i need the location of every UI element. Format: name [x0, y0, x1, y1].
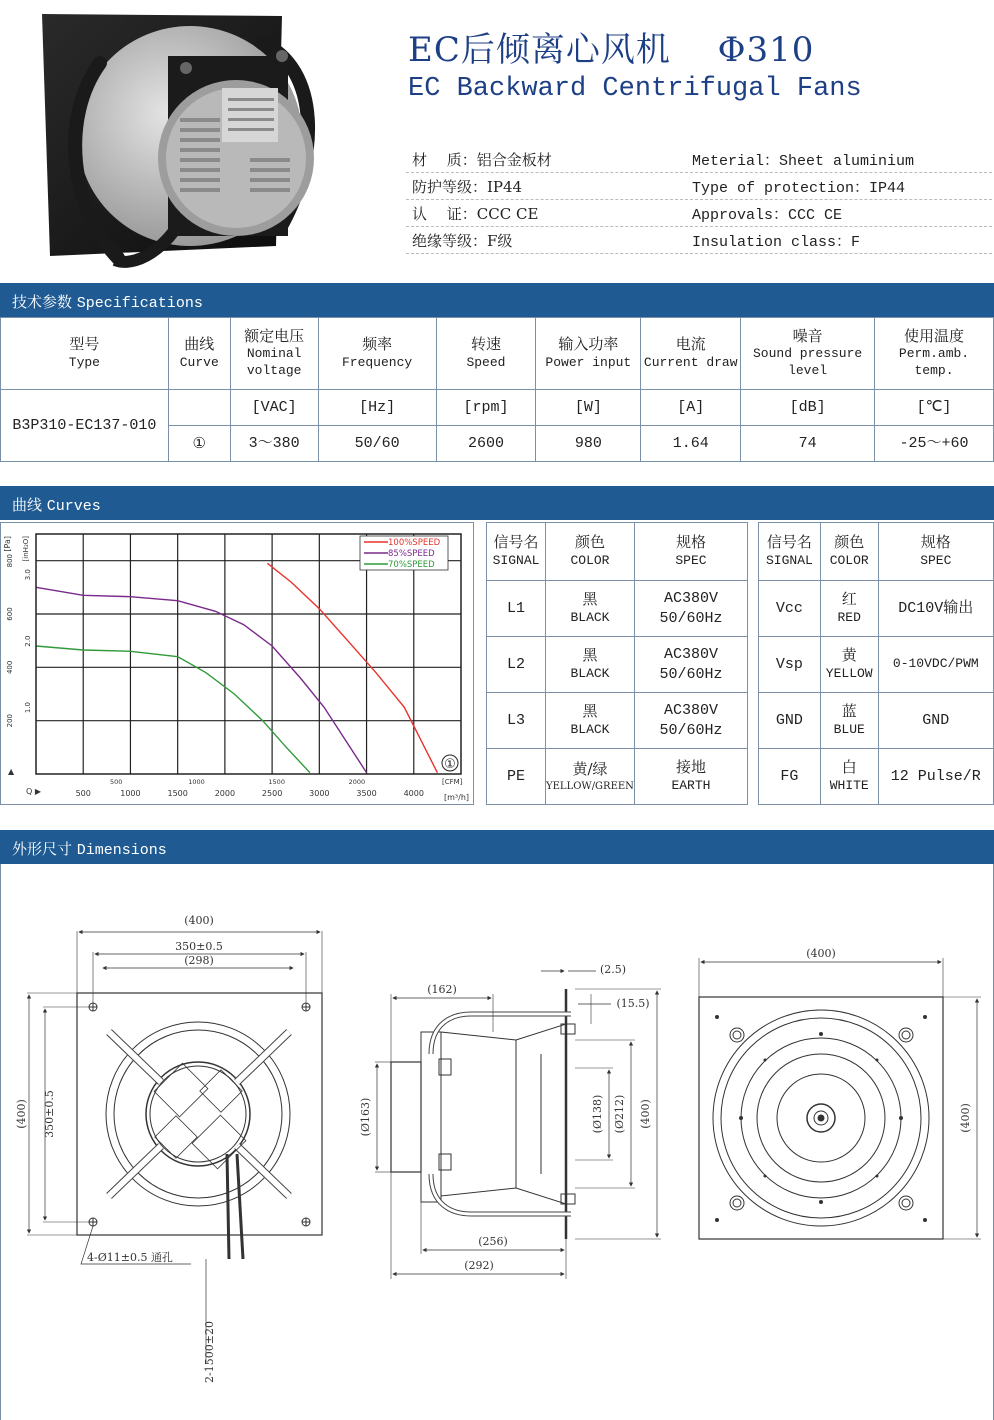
cfm-tick-label: 1500 — [268, 778, 285, 786]
value-cell: -25～+60 — [875, 426, 994, 462]
property-en: Insulation class：F — [692, 234, 861, 251]
spec-unit-row — [1, 390, 994, 426]
dim-side-400: (400) — [639, 1099, 652, 1129]
dim-front-width: (400) — [184, 914, 214, 927]
unit-empty — [168, 390, 230, 426]
property-en: Approvals：CCC CE — [692, 207, 843, 224]
header-frequency: 频率 Frequency — [318, 318, 436, 390]
signal-color: 白 WHITE — [820, 749, 878, 805]
signal-color: 蓝 BLUE — [820, 693, 878, 749]
dim-side-d212: (Ø212) — [613, 1094, 626, 1134]
property-insulation — [406, 227, 992, 254]
signal-color: 黄 YELLOW — [820, 637, 878, 693]
x-tick-label: 1500 — [167, 789, 188, 798]
signal-row — [487, 749, 748, 805]
dim-side-162: (162) — [427, 983, 457, 996]
y-tick-pa: 400 — [6, 660, 14, 675]
product-photo — [30, 8, 360, 276]
signal-color: 黑 BLACK — [546, 581, 635, 637]
header-type: 型号 Type — [1, 318, 169, 390]
signal-row — [759, 693, 994, 749]
dim-front-cable: 2-1500±20 — [203, 1321, 216, 1383]
x-tick-label: 2000 — [214, 789, 236, 798]
header-temperature: 使用温度 Perm.amb. temp. — [875, 318, 994, 390]
dim-front-holes: 4-Ø11±0.5 通孔 — [87, 1251, 173, 1264]
back-view-drawing — [699, 958, 981, 1239]
property-en: Meterial：Sheet aluminium — [692, 153, 915, 170]
signal-spec: DC10V输出 — [878, 581, 993, 637]
y-unit-pa: [Pa] — [3, 536, 12, 552]
signal-name: Vsp — [759, 637, 821, 693]
x-tick-label: 3500 — [356, 789, 377, 798]
signal-name: L1 — [487, 581, 546, 637]
signal-spec: AC380V 50/60Hz — [634, 581, 747, 637]
signal-color: 黑 BLACK — [546, 693, 635, 749]
dim-side-15-5: (15.5) — [616, 997, 650, 1010]
signal-table-power — [486, 522, 748, 805]
y-tick-inh2o: 3.0 — [24, 569, 32, 581]
unit-cell: [rpm] — [436, 390, 536, 426]
value-cell: 980 — [536, 426, 641, 462]
x-tick-label: 4000 — [403, 789, 424, 798]
property-cn: 材 质：铝合金板材 — [412, 151, 552, 169]
header-signal: 信号名 SIGNAL — [759, 523, 821, 581]
unit-cell: [dB] — [741, 390, 875, 426]
property-cn: 认 证：CCC CE — [412, 205, 539, 223]
x-tick-label: 3000 — [309, 789, 330, 798]
signal-row — [759, 749, 994, 805]
section-title-en: Specifications — [76, 295, 203, 312]
y-tick-pa: 200 — [6, 713, 14, 728]
signal-spec: 接地 EARTH — [634, 749, 747, 805]
front-view-drawing — [27, 931, 322, 1364]
header-color: 颜色 COLOR — [546, 523, 635, 581]
signal-row — [487, 581, 748, 637]
value-cell: 50/60 — [318, 426, 436, 462]
unit-cell: [W] — [536, 390, 641, 426]
chart-legend — [360, 536, 448, 570]
spec-header-row — [1, 318, 994, 390]
dim-side-d138: (Ø138) — [591, 1094, 604, 1134]
legend-label-85: 85%SPEED — [388, 549, 435, 559]
dim-back-height: (400) — [959, 1103, 972, 1133]
dim-front-hole-pitch-v: 350±0.5 — [43, 1090, 56, 1138]
legend-label-70: 70%SPEED — [388, 560, 435, 570]
header-current: 电流 Current draw — [641, 318, 741, 390]
dim-front-hole-pitch: 350±0.5 — [175, 940, 223, 953]
signal-name: L2 — [487, 637, 546, 693]
signal-row — [759, 581, 994, 637]
signal-spec: 12 Pulse/R — [878, 749, 993, 805]
signal-color: 黑 BLACK — [546, 637, 635, 693]
curve-cell: ① — [168, 426, 230, 462]
header-spec: 规格 SPEC — [634, 523, 747, 581]
y-tick-inh2o: 1.0 — [24, 702, 32, 714]
property-cn: 防护等级：IP44 — [412, 178, 523, 196]
y-unit-inh2o: [inH₂O] — [22, 536, 30, 562]
value-cell: 74 — [741, 426, 875, 462]
x-tick-label: 500 — [75, 789, 91, 798]
signal-table-control — [758, 522, 994, 805]
performance-chart — [0, 522, 474, 805]
property-cn: 绝缘等级：F级 — [412, 232, 513, 250]
section-title-cn: 技术参数 — [12, 293, 73, 311]
header-power: 输入功率 Power input — [536, 318, 641, 390]
value-cell: 1.64 — [641, 426, 741, 462]
header-spec: 规格 SPEC — [878, 523, 993, 581]
section-title-cn: 曲线 — [12, 496, 43, 514]
signal-row — [759, 637, 994, 693]
cfm-tick-label: 2000 — [348, 778, 366, 786]
header-color: 颜色 COLOR — [820, 523, 878, 581]
signal-spec: AC380V 50/60Hz — [634, 637, 747, 693]
header-noise: 噪音 Sound pressure level — [741, 318, 875, 390]
signal-name: GND — [759, 693, 821, 749]
header-signal: 信号名 SIGNAL — [487, 523, 546, 581]
dim-front-height: (400) — [15, 1099, 28, 1129]
section-bar-specifications — [0, 283, 994, 317]
property-approvals — [406, 200, 992, 227]
y-tick-inh2o: 2.0 — [24, 635, 32, 647]
section-bar-curves — [0, 486, 994, 520]
unit-cell: [℃] — [875, 390, 994, 426]
signal-color: 红 RED — [820, 581, 878, 637]
cfm-unit: [CFM] — [442, 778, 463, 786]
property-en: Type of protection：IP44 — [692, 180, 906, 197]
dim-front-inner: (298) — [184, 954, 214, 967]
signal-color: 黄/绿 YELLOW/GREEN — [546, 749, 635, 805]
unit-cell: [Hz] — [318, 390, 436, 426]
cfm-tick-label: 1000 — [188, 778, 205, 786]
x-tick-label: 2500 — [261, 789, 283, 798]
unit-cell: [VAC] — [230, 390, 318, 426]
signal-spec: GND — [878, 693, 993, 749]
q-label: Q ▶ — [26, 787, 41, 796]
signal-name: FG — [759, 749, 821, 805]
value-cell: 3～380 — [230, 426, 318, 462]
signal-row — [487, 637, 748, 693]
signal-spec: AC380V 50/60Hz — [634, 693, 747, 749]
y-arrow: ▲ — [8, 767, 15, 776]
signal-name: L3 — [487, 693, 546, 749]
title-chinese: EC后倾离心风机 Φ310 — [408, 30, 815, 70]
y-tick-pa: 800 — [6, 553, 14, 568]
section-bar-dimensions — [0, 830, 994, 864]
y-tick-pa: 600 — [6, 607, 14, 621]
signal-name: Vcc — [759, 581, 821, 637]
value-cell: 2600 — [436, 426, 536, 462]
section-title-en: Dimensions — [76, 842, 167, 859]
property-material — [406, 146, 992, 173]
signal-header-row — [487, 523, 748, 581]
section-title-cn: 外形尺寸 — [12, 840, 73, 858]
dim-side-256: (256) — [478, 1235, 508, 1248]
header-voltage: 额定电压 Nominal voltage — [230, 318, 318, 390]
x-tick-label: 1000 — [120, 789, 141, 798]
dim-back-width: (400) — [806, 947, 836, 960]
property-protection — [406, 173, 992, 200]
legend-label-100: 100%SPEED — [388, 538, 441, 548]
specifications-table — [0, 317, 994, 462]
model-cell: B3P310-EC137-010 — [1, 390, 169, 462]
x-unit: [m³/h] — [444, 793, 470, 802]
title-english: EC Backward Centrifugal Fans — [408, 74, 862, 104]
curve-marker: ① — [444, 757, 456, 772]
header-speed: 转速 Speed — [436, 318, 536, 390]
signal-name: PE — [487, 749, 546, 805]
dimension-drawings — [0, 864, 994, 1420]
signal-header-row — [759, 523, 994, 581]
section-title-en: Curves — [46, 498, 101, 515]
header-curve: 曲线 Curve — [168, 318, 230, 390]
cfm-tick-label: 500 — [110, 778, 123, 786]
unit-cell: [A] — [641, 390, 741, 426]
dim-side-d163: (Ø163) — [359, 1097, 372, 1137]
dim-side-292: (292) — [464, 1259, 494, 1272]
dim-side-2-5: (2.5) — [599, 963, 627, 976]
properties-list — [406, 146, 992, 254]
signal-spec: 0-10VDC/PWM — [878, 637, 993, 693]
signal-row — [487, 693, 748, 749]
